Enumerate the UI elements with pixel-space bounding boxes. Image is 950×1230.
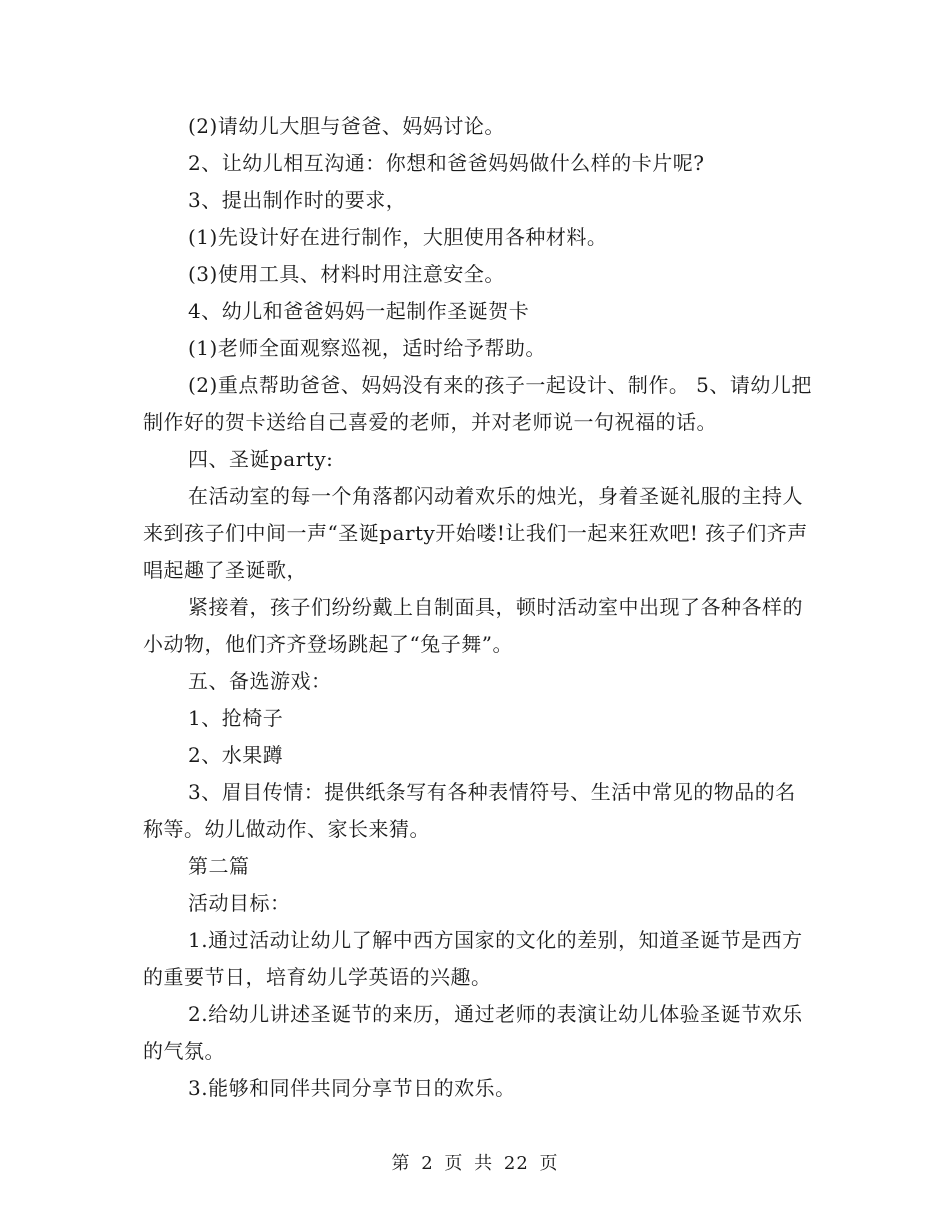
footer-prefix: 第 (391, 1153, 411, 1174)
footer-suffix: 页 (539, 1153, 559, 1174)
paragraph: 3、提出制作时的要求， (188, 188, 407, 212)
section-heading: 四、圣诞party: (188, 447, 334, 471)
paragraph: (1)先设计好在进行制作，大胆使用各种材料。 (188, 225, 608, 249)
paragraph: (2)重点帮助爸爸、妈妈没有来的孩子一起设计、制作。 5、请幼儿把制作好的贺卡送给自己喜爱的老师，并对老师说一句祝福的话。 (143, 373, 812, 434)
paragraph: 4、幼儿和爸爸妈妈一起制作圣诞贺卡 (188, 299, 530, 323)
list-item: 1、抢椅子 (188, 706, 284, 730)
section-heading: 第二篇 (188, 854, 250, 878)
paragraph: (1)老师全面观察巡视，适时给予帮助。 (188, 336, 546, 360)
footer-page-number: 2 (421, 1153, 434, 1174)
list-item: 2、水果蹲 (188, 743, 284, 767)
footer-middle2: 共 (474, 1153, 494, 1174)
list-item: 1.通过活动让幼儿了解中西方国家的文化的差别，知道圣诞节是西方的重要节日，培育幼儿学英语的兴趣。 (143, 928, 803, 989)
footer-total-pages: 22 (503, 1153, 529, 1174)
footer-middle1: 页 (444, 1153, 464, 1174)
list-item: 3、眉目传情：提供纸条写有各种表情符号、生活中常见的物品的名称等。幼儿做动作、家长来猜。 (143, 780, 796, 841)
section-heading: 五、备选游戏： (188, 669, 332, 693)
page-footer (0, 1152, 950, 1176)
paragraph: (2)请幼儿大胆与爸爸、妈妈讨论。 (188, 114, 505, 138)
section-heading: 活动目标： (188, 891, 291, 915)
paragraph: 紧接着，孩子们纷纷戴上自制面具，顿时活动室中出现了各种各样的小动物，他们齐齐登场跳起了“兔子舞”。 (143, 595, 803, 656)
list-item: 3.能够和同伴共同分享节日的欢乐。 (188, 1076, 516, 1100)
list-item: 2.给幼儿讲述圣诞节的来历，通过老师的表演让幼儿体验圣诞节欢乐的气氛。 (143, 1002, 803, 1063)
document-body (143, 108, 813, 1107)
paragraph: (3)使用工具、材料时用注意安全。 (188, 262, 505, 286)
paragraph: 在活动室的每一个角落都闪动着欢乐的烛光，身着圣诞礼服的主持人来到孩子们中间一声“圣诞party开始喽!让我们一起来狂欢吧! 孩子们齐声唱起趣了圣诞歌， (143, 484, 808, 582)
paragraph: 2、让幼儿相互沟通：你想和爸爸妈妈做什么样的卡片呢? (188, 151, 705, 175)
